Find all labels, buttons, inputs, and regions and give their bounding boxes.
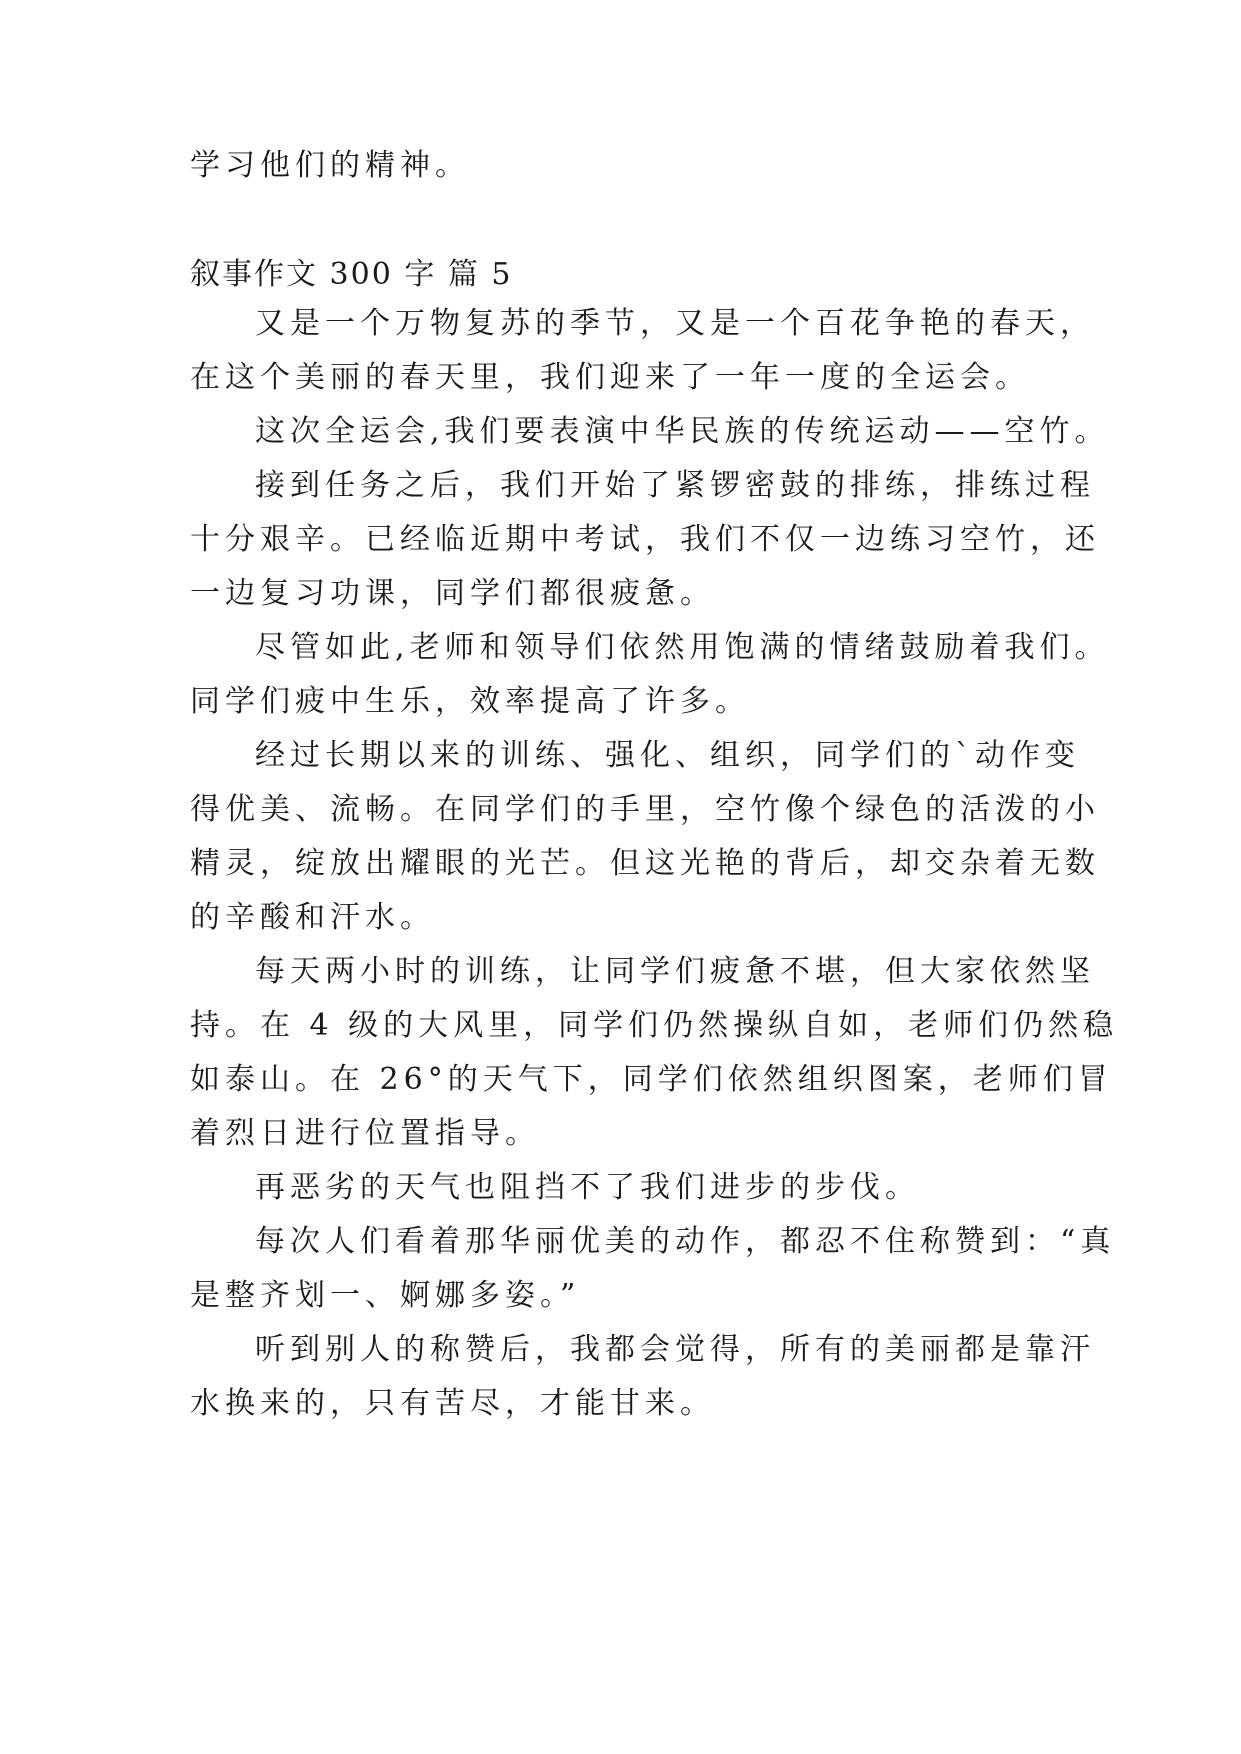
paragraph-line: 这次全运会,我们要表演中华民族的传统运动——空竹。 [255, 414, 1110, 449]
paragraph-line: 十分艰辛。已经临近期中考试，我们不仅一边练习空竹，还 [190, 522, 1100, 557]
section-heading: 叙事作文 300 字 篇 5 [190, 257, 513, 292]
paragraph-line: 着烈日进行位置指导。 [190, 1116, 540, 1151]
previous-section-tail: 学习他们的精神。 [190, 148, 470, 183]
paragraph-line: 经过长期以来的训练、强化、组织，同学们的`动作变 [255, 738, 1080, 773]
paragraph-line: 是整齐划一、婀娜多姿。” [190, 1278, 581, 1313]
paragraph-line: 水换来的，只有苦尽，才能甘来。 [190, 1386, 715, 1421]
paragraph-line: 接到任务之后，我们开始了紧锣密鼓的排练，排练过程 [255, 468, 1095, 503]
paragraph-line: 每天两小时的训练，让同学们疲惫不堪，但大家依然坚 [255, 954, 1095, 989]
paragraph-line: 精灵，绽放出耀眼的光芒。但这光艳的背后，却交杂着无数 [190, 846, 1100, 881]
paragraph-line: 同学们疲中生乐，效率提高了许多。 [190, 684, 750, 719]
paragraph-line: 的辛酸和汗水。 [190, 900, 435, 935]
paragraph-line: 每次人们看着那华丽优美的动作，都忍不住称赞到：“真 [255, 1224, 1116, 1259]
paragraph-line: 得优美、流畅。在同学们的手里，空竹像个绿色的活泼的小 [190, 792, 1100, 827]
paragraph-line: 如泰山。在 26°的天气下，同学们依然组织图案，老师们冒 [190, 1062, 1113, 1097]
paragraph-line: 持。在 4 级的大风里，同学们仍然操纵自如，老师们仍然稳 [190, 1008, 1119, 1043]
paragraph-line: 再恶劣的天气也阻挡不了我们进步的步伐。 [255, 1170, 920, 1205]
paragraph-line: 听到别人的称赞后，我都会觉得，所有的美丽都是靠汗 [255, 1332, 1095, 1367]
paragraph-line: 一边复习功课，同学们都很疲惫。 [190, 576, 715, 611]
paragraph-line: 又是一个万物复苏的季节，又是一个百花争艳的春天， [255, 306, 1095, 341]
paragraph-line: 在这个美丽的春天里，我们迎来了一年一度的全运会。 [190, 360, 1030, 395]
paragraph-line: 尽管如此,老师和领导们依然用饱满的情绪鼓励着我们。 [255, 630, 1110, 665]
